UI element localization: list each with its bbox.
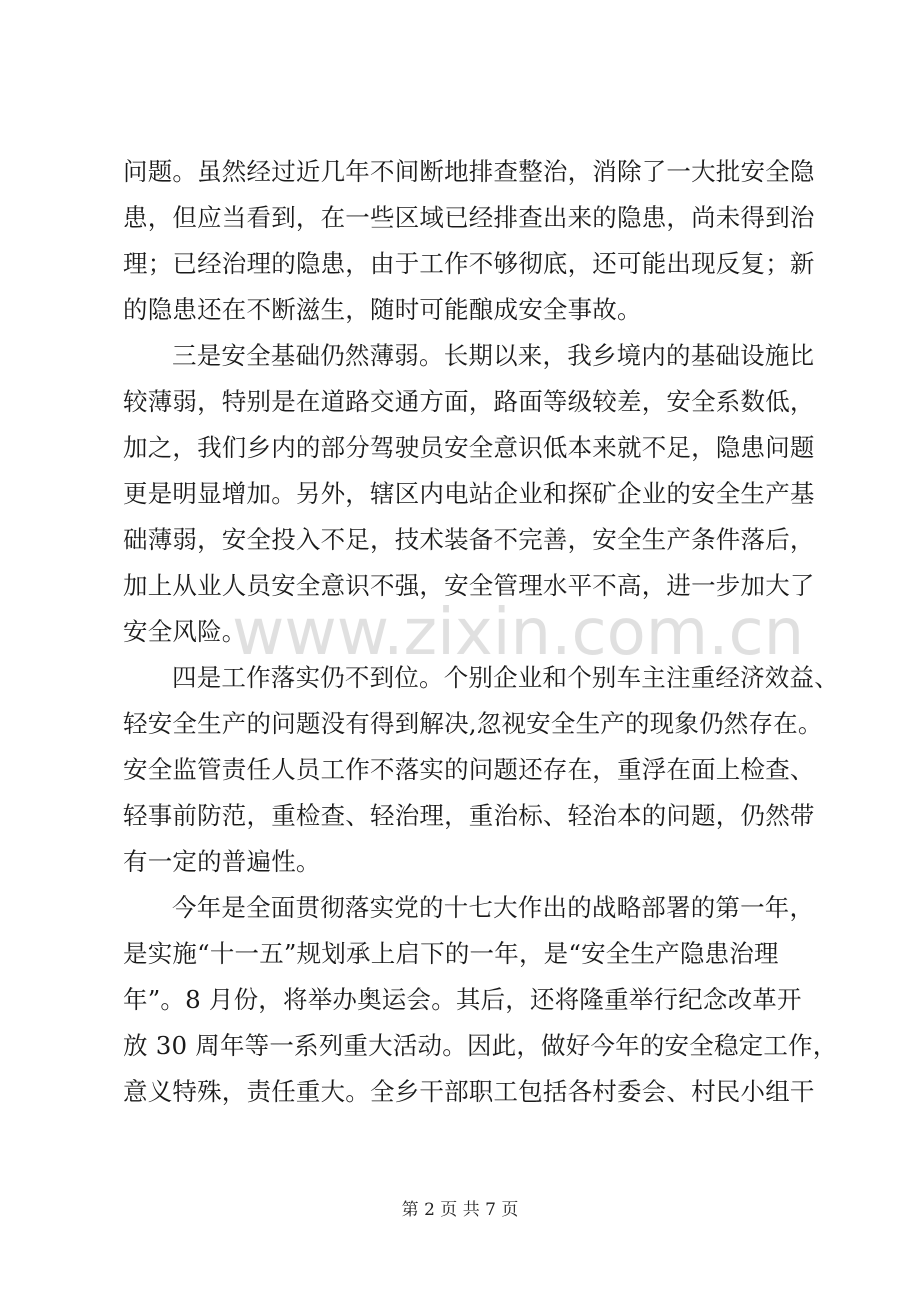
text-line: 较薄弱，特别是在道路交通方面，路面等级较差，安全系数低，	[123, 387, 815, 416]
page-footer: 第 2 页 共 7 页	[401, 1200, 519, 1220]
text-line: 患，但应当看到，在一些区域已经排查出来的隐患，尚未得到治	[123, 203, 815, 232]
paragraph-start-line: 今年是全面贯彻落实党的十七大作出的战略部署的第一年，	[172, 893, 815, 922]
text-line: 是实施“十一五”规划承上启下的一年，是“安全生产隐患治理	[123, 939, 779, 968]
text-line: 年”。8 月份，将举办奥运会。其后，还将隆重举行纪念改革开	[123, 985, 802, 1014]
text-line: 更是明显增加。另外，辖区内电站企业和探矿企业的安全生产基	[123, 479, 815, 508]
text-line: 的隐患还在不断滋生，随时可能酿成安全事故。	[123, 295, 642, 324]
text-line: 安全监管责任人员工作不落实的问题还存在，重浮在面上检查、	[123, 755, 815, 784]
text-line: 安全风险。	[123, 617, 247, 646]
watermark: www.zixin.com.cn	[232, 596, 805, 670]
paragraph-start-line: 四是工作落实仍不到位。个别企业和个别车主注重经济效益、	[172, 663, 839, 692]
text-line: 理；已经治理的隐患，由于工作不够彻底，还可能出现反复；新	[123, 249, 815, 278]
text-line: 加之，我们乡内的部分驾驶员安全意识低本来就不足，隐患问题	[123, 433, 815, 462]
paragraph-start-line: 三是安全基础仍然薄弱。长期以来，我乡境内的基础设施比	[172, 341, 815, 370]
text-line: 放 30 周年等一系列重大活动。因此，做好今年的安全稳定工作，	[123, 1031, 838, 1060]
text-line: 轻事前防范，重检查、轻治理，重治标、轻治本的问题，仍然带	[123, 801, 815, 830]
text-line: 加上从业人员安全意识不强，安全管理水平不高，进一步加大了	[123, 571, 815, 600]
text-line: 础薄弱，安全投入不足，技术装备不完善，安全生产条件落后，	[123, 525, 815, 554]
text-line: 有一定的普遍性。	[123, 847, 321, 876]
text-line: 意义特殊，责任重大。全乡干部职工包括各村委会、村民小组干	[123, 1077, 815, 1106]
text-line: 轻安全生产的问题没有得到解决,忽视安全生产的现象仍然存在。	[123, 709, 823, 738]
text-line: 问题。虽然经过近几年不间断地排查整治，消除了一大批安全隐	[123, 157, 815, 186]
